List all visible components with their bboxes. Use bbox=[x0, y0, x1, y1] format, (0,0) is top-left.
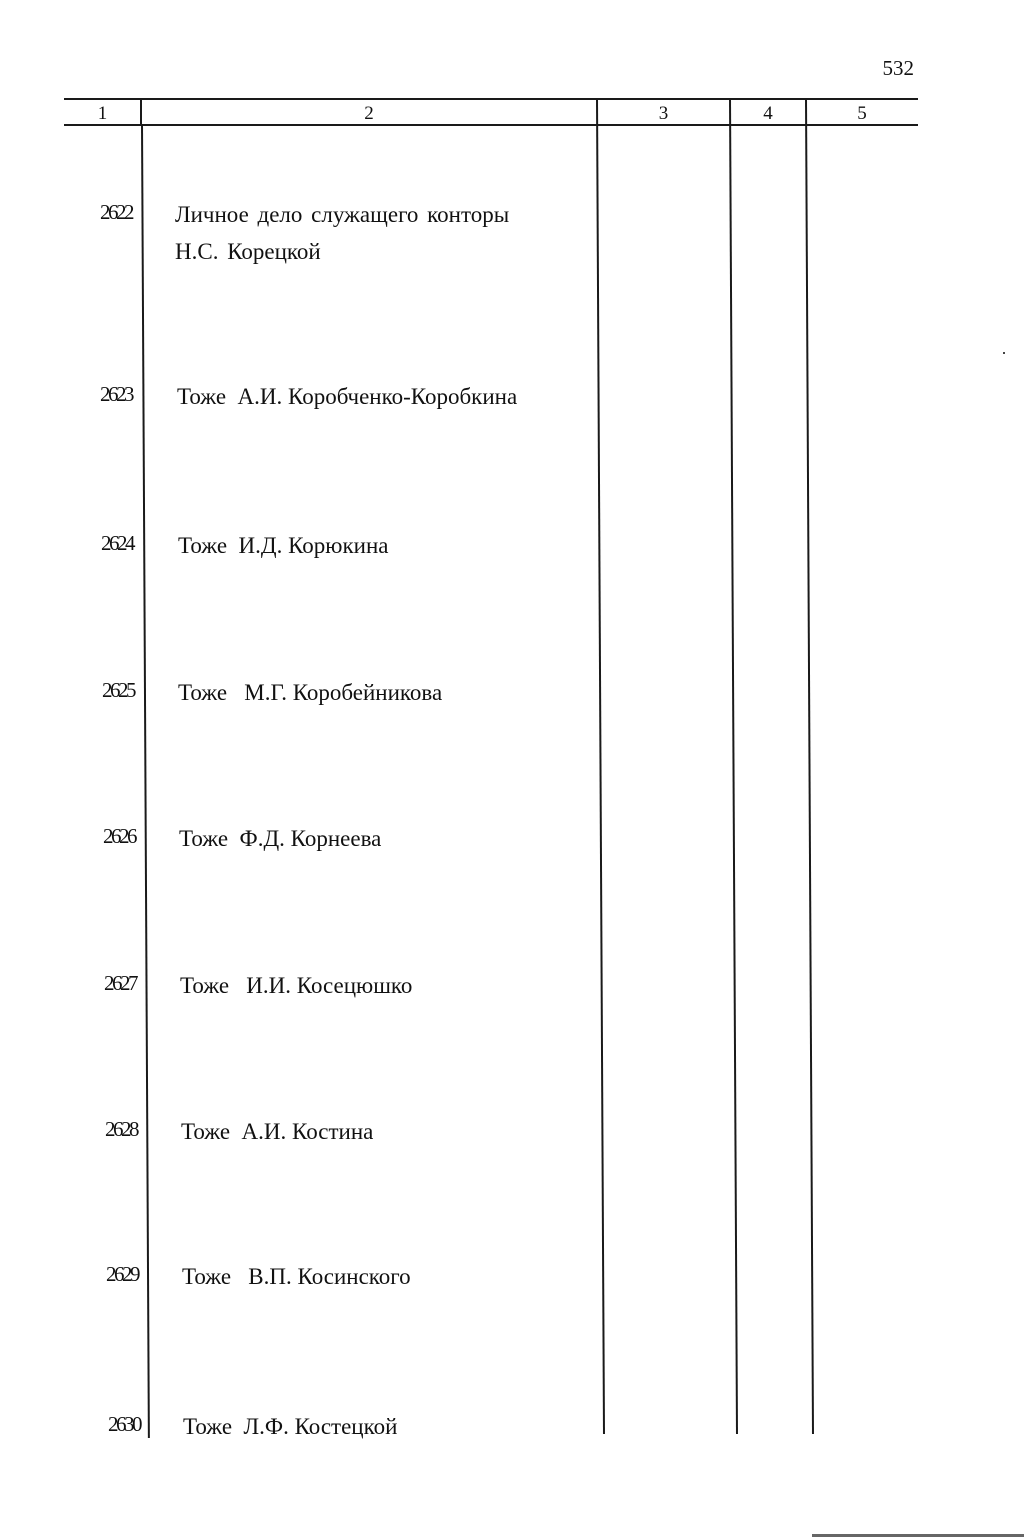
row-number: 2625 bbox=[102, 678, 134, 702]
row-title: Тоже В.П. Косинского bbox=[182, 1264, 411, 1289]
row-number: 2630 bbox=[108, 1412, 140, 1436]
column-header-4: 4 bbox=[763, 103, 773, 124]
row-title: Тоже И.Д. Корюкина bbox=[178, 533, 389, 558]
column-header-1: 1 bbox=[97, 103, 108, 124]
row-title: Тоже А.И. Костина bbox=[181, 1119, 374, 1144]
header-top-rule bbox=[64, 98, 918, 100]
column-header-3: 3 bbox=[658, 103, 669, 124]
row-number: 2629 bbox=[106, 1262, 138, 1286]
column-divider-4 bbox=[805, 98, 813, 1434]
row-number: 2626 bbox=[103, 824, 135, 848]
scan-edge-shadow bbox=[812, 1534, 1024, 1537]
row-number: 2628 bbox=[105, 1117, 137, 1141]
scan-dot bbox=[1003, 352, 1005, 354]
column-header-2: 2 bbox=[364, 103, 374, 124]
column-divider-2 bbox=[596, 98, 604, 1434]
row-number: 2627 bbox=[104, 971, 136, 995]
row-number: 2622 bbox=[100, 200, 132, 224]
row-number: 2623 bbox=[100, 382, 132, 406]
row-title: Личное дело служащего конторы Н.С. Корецкой bbox=[175, 202, 510, 264]
row-number: 2624 bbox=[101, 531, 133, 555]
row-title: Тоже И.И. Косецюшко bbox=[180, 973, 413, 998]
column-divider-1-body bbox=[141, 124, 149, 1438]
column-divider-3 bbox=[729, 98, 737, 1434]
column-divider-1 bbox=[140, 98, 142, 124]
row-title: Тоже М.Г. Коробейникова bbox=[178, 680, 443, 705]
row-title: Тоже А.И. Коробченко-Коробкина bbox=[177, 384, 518, 409]
column-header-5: 5 bbox=[857, 103, 867, 124]
page-number: 532 bbox=[882, 56, 914, 80]
row-title: Тоже Ф.Д. Корнеева bbox=[179, 826, 382, 851]
row-title: Тоже Л.Ф. Костецкой bbox=[183, 1414, 398, 1439]
